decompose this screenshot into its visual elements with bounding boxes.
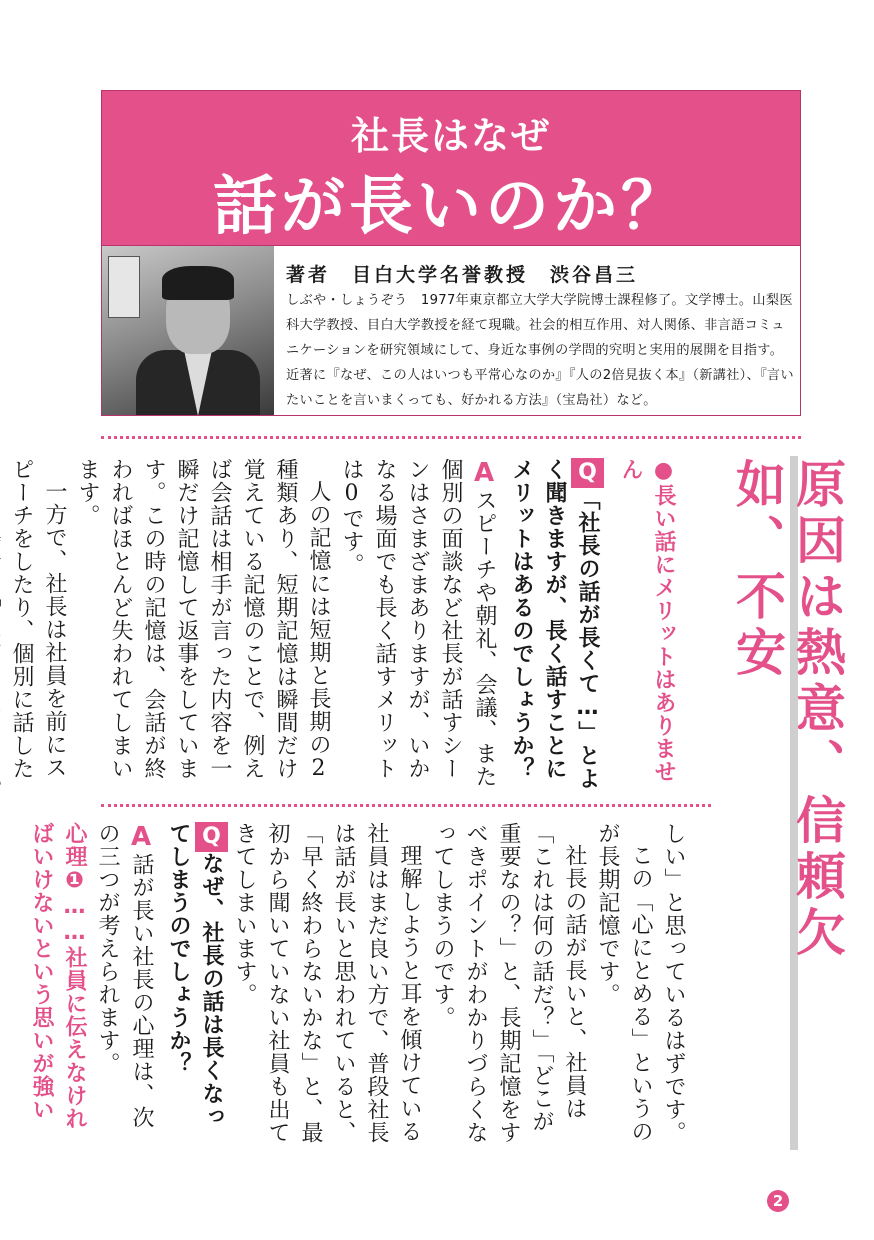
- dotted-divider-top: [101, 436, 801, 439]
- author-name: 著者 目白大学名誉教授 渋谷昌三: [286, 264, 639, 286]
- dotted-divider-middle: [101, 804, 711, 807]
- upper-section: [9, 458, 680, 794]
- upper-paragraph-2: 人の記憶には短期と長期の2種類あり、短期記憶は瞬間だけ覚えている記憶のことで、例えば会話は相手が言った内容を一瞬だけ記憶して返事をしています。この時の記憶は、会話が終わればほとんど失われてしまいます。: [75, 458, 331, 782]
- lower-paragraph-2: この「心にとめる」というのが長期記憶です。: [595, 822, 653, 1143]
- lower-paragraph-1: しい」と思っているはずです。: [661, 822, 686, 1144]
- a-mark: A: [469, 458, 499, 489]
- title-banner: [101, 90, 801, 246]
- a-mark-2: A: [126, 822, 156, 853]
- upper-answer: スピーチや朝礼、会議、また個別の面談など社長が話すシーンはさまざまありますが、いかなる場面でも長く話すメリットは0です。: [339, 458, 497, 788]
- upper-question: 「社長の話が長くて…」とよく聞きますが、長く話すことにメリットはあるのでしょうか？: [509, 458, 600, 790]
- lower-paragraph-4: 理解しようと耳を傾けている社員はまだ良い方で、普段社長は話が長いと思われていると、「早く終わらないかな」と、最初から聞いていない社員も出てきてしまいます。: [232, 822, 422, 1144]
- q-badge: Q: [571, 458, 604, 488]
- author-box: [101, 246, 801, 416]
- title-line-2: 話が長いのか？: [213, 170, 689, 244]
- lower-subheading: 心理❶……社員に伝えなければいけないという思いが強い: [29, 822, 87, 1130]
- lower-section: [29, 822, 690, 1150]
- main-heading: 原因は熱意、信頼欠如、不安: [728, 458, 847, 962]
- author-photo: [102, 246, 274, 415]
- lower-answer: 話が長い社長の心理は、次の三つが考えられます。: [95, 822, 154, 1129]
- lower-question: なぜ、社長の話は長くなってしまうのでしょうか？: [166, 822, 224, 1128]
- author-bio: しぶや・しょうぞう 1977年東京都立大学大学院博士課程修了。文学博士。山梨医科大学教授、目白大学教授を経て現職。社会的相互作用、対人関係、非言語コミュニケーションを研究領域にして、身近な事例の学問的究明と実用的展開を目指す。近著に『なぜ、この人はいつも平常心なのか』『人の2倍見抜く本』（新講社）、『言いたいことを言いまくっても、好かれる方法』（宝島社）など。: [286, 293, 794, 408]
- upper-subheading: ●長い話にメリットはありません: [618, 458, 676, 783]
- lower-paragraph-3: 社長の話が長いと、社員は「これは何の話だ？」「どこが重要なの？」と、長期記憶をすべきポイントがわかりづらくなってしまうのです。: [430, 822, 587, 1144]
- title-line-1: 社長はなぜ: [350, 114, 551, 158]
- upper-paragraph-3: 一方で、社長は社員を前にスピーチをしたり、個別に話した: [9, 458, 67, 780]
- page-number: 2: [767, 1190, 789, 1212]
- q-badge-2: Q: [195, 822, 228, 852]
